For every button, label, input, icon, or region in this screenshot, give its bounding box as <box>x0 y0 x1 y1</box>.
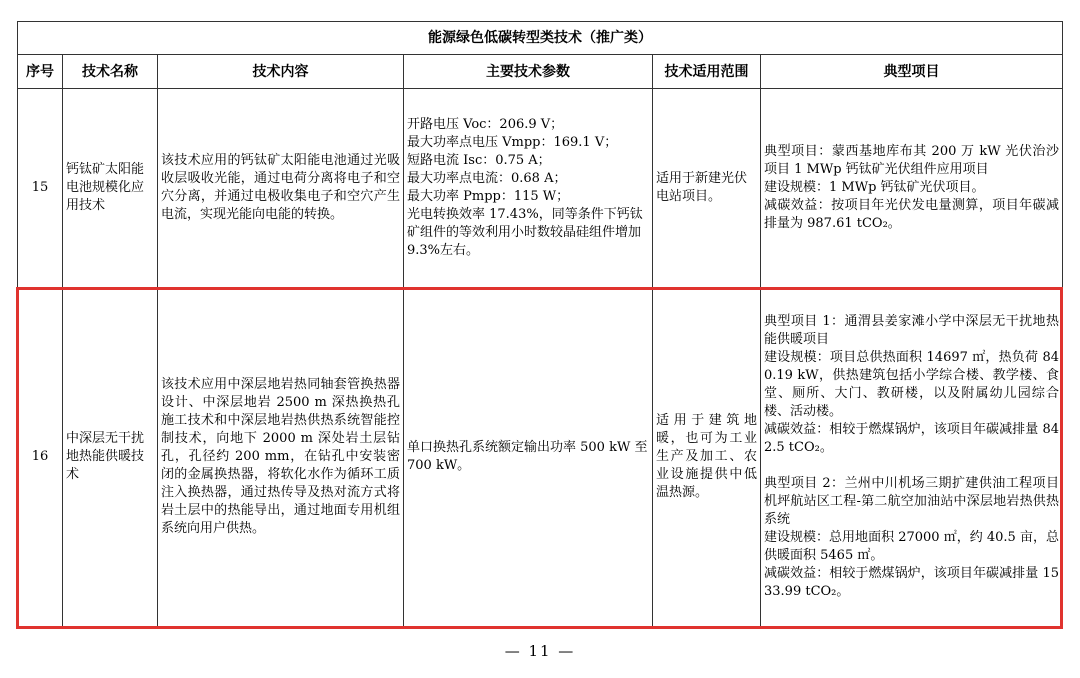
param-line: 短路电流 Isc：0.75 A； <box>407 153 551 168</box>
table-row <box>18 288 1063 627</box>
typical-projects <box>761 288 1063 627</box>
technology-name: 钙钛矿太阳能电池规模化应用技术 <box>63 89 158 288</box>
application-scope: 适用于新建光伏电站项目。 <box>653 89 761 288</box>
project-line: 典型项目：蒙西基地库布其 200 万 kW 光伏治沙项目 1 MWp 钙钛矿光伏组件应用项目 <box>764 144 1059 177</box>
table-row <box>18 89 1063 288</box>
row-number: 15 <box>18 89 63 288</box>
project-line: 建设规模：1 MWp 钙钛矿光伏项目。 <box>764 180 985 195</box>
technology-params <box>404 89 653 288</box>
header-params: 主要技术参数 <box>404 55 653 89</box>
technology-name: 中深层无干扰地热能供暖技术 <box>63 288 158 627</box>
project-line: 减碳效益：相较于燃煤锅炉，该项目年碳减排量 842.5 tCO₂。 <box>764 422 1059 455</box>
param-line: 光电转换效率 17.43%，同等条件下钙钛矿组件的等效利用小时数较晶硅组件增加 9.3%左右。 <box>407 207 643 258</box>
project-spacer <box>764 457 1059 475</box>
param-line: 最大功率 Pmpp：115 W； <box>407 189 570 204</box>
param-line: 最大功率点电压 Vmpp：169.1 V； <box>407 135 618 150</box>
project-line: 建设规模：总用地面积 27000 ㎡，约 40.5 亩，总供暖面积 5465 ㎡。 <box>764 530 1059 563</box>
header-row <box>18 55 1063 89</box>
technology-content: 该技术应用的钙钛矿太阳能电池通过光吸收层吸收光能，通过电荷分离将电子和空穴分离，并通过电极收集电子和空穴产生电流，实现光能向电能的转换。 <box>158 89 404 288</box>
header-name: 技术名称 <box>63 55 158 89</box>
header-projects: 典型项目 <box>761 55 1063 89</box>
table-title-row <box>18 22 1063 55</box>
technology-table <box>17 21 1063 627</box>
application-scope: 适用于建筑地暖，也可为工业生产及加工、农业设施提供中低温热源。 <box>653 288 761 627</box>
project-line: 减碳效益：相较于燃煤锅炉，该项目年碳减排量 1533.99 tCO₂。 <box>764 566 1059 599</box>
project-line: 减碳效益：按项目年光伏发电量测算，项目年碳减排量为 987.61 tCO₂。 <box>764 198 1059 231</box>
project-line: 典型项目 2：兰州中川机场三期扩建供油工程项目机坪航站区工程-第二航空加油站中深层地岩热供热系统 <box>764 476 1059 527</box>
row-number: 16 <box>18 288 63 627</box>
header-scope: 技术适用范围 <box>653 55 761 89</box>
header-no: 序号 <box>18 55 63 89</box>
technology-params <box>404 288 653 627</box>
page-number: — 11 — <box>504 642 576 660</box>
project-line: 典型项目 1：通渭县姜家滩小学中深层无干扰地热能供暖项目 <box>764 314 1059 347</box>
typical-projects <box>761 89 1063 288</box>
param-line: 单口换热孔系统额定输出功率 500 kW 至 700 kW。 <box>407 440 648 473</box>
technology-content: 该技术应用中深层地岩热同轴套管换热器设计、中深层地岩 2500 m 深热换热孔施工技术和中深层地岩热供热系统智能控制技术，向地下 2000 m 深处岩土层钻孔，孔径约 200 mm，在钻孔中安装密闭的金属换热器，将软化水作为循环工质注入换热器，通过热传导及热对流方式将岩土层中的热能导出，通过地面专用机组系统向用户供热。 <box>158 288 404 627</box>
project-line: 建设规模：项目总供热面积 14697 ㎡，热负荷 840.19 kW，供热建筑包括小学综合楼、教学楼、食堂、厕所、大门、教研楼，以及附属幼儿园综合楼、活动楼。 <box>764 350 1059 419</box>
param-line: 开路电压 Voc：206.9 V； <box>407 117 564 132</box>
table-title: 能源绿色低碳转型类技术（推广类） <box>18 22 1063 55</box>
param-line: 最大功率点电流：0.68 A； <box>407 171 567 186</box>
header-content: 技术内容 <box>158 55 404 89</box>
